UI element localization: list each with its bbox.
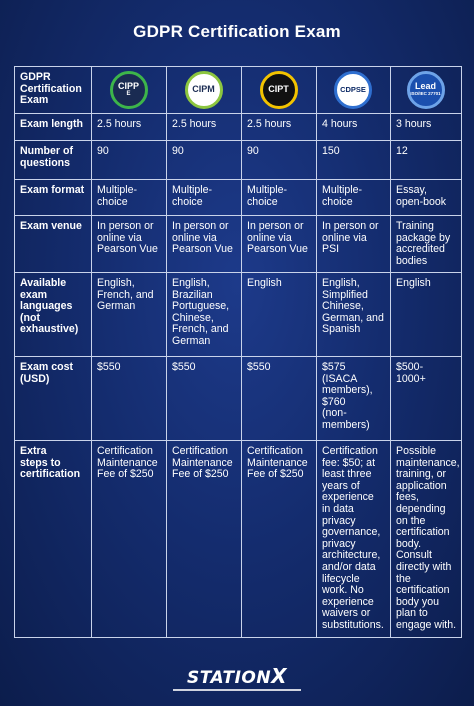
cell-line: $760	[322, 395, 346, 408]
table-cell	[394, 146, 459, 158]
row-header	[18, 119, 89, 131]
cell-line: Exam length	[20, 118, 83, 130]
cell-line: Available	[20, 277, 67, 289]
cell-line: directly with	[396, 560, 452, 573]
cell-line: choice	[322, 195, 353, 208]
row-header	[18, 185, 89, 197]
cell-line: online via	[172, 231, 217, 244]
cell-line: $550	[97, 361, 121, 373]
cell-line: Pearson Vue	[172, 243, 233, 256]
table-column-divider	[14, 66, 15, 638]
cell-line: 90	[172, 145, 184, 157]
cell-line: lifecycle	[322, 572, 360, 585]
cell-line: members)	[322, 418, 370, 431]
table-cell	[95, 119, 164, 131]
cell-line: 90	[97, 145, 109, 157]
table-cell	[320, 221, 388, 256]
table-cell	[320, 185, 388, 208]
cell-line: 2.5 hours	[247, 118, 292, 130]
cell-line: Multiple-	[247, 184, 288, 196]
cell-line: Portuguese,	[172, 300, 230, 313]
table-cell	[245, 278, 314, 290]
cell-line: Certification	[322, 445, 378, 457]
cell-line: fee: $50; at	[322, 456, 376, 469]
cell-line: privacy	[322, 537, 356, 550]
table-cell	[245, 146, 314, 158]
cell-line: 2.5 hours	[172, 118, 217, 130]
cell-line: Multiple-	[97, 184, 138, 196]
cell-line: English,	[322, 277, 360, 289]
badge-label: CIPP	[117, 81, 139, 91]
cell-line: Exam format	[20, 184, 85, 196]
cell-line: online via	[247, 231, 292, 244]
table-cell	[95, 278, 164, 313]
cell-line: training, or	[396, 468, 447, 481]
table-cell	[245, 185, 314, 208]
cell-line: body you	[396, 595, 439, 608]
cell-line: Maintenance	[247, 456, 308, 469]
cdpse-badge-icon	[334, 71, 372, 109]
cell-line: In person or	[322, 220, 379, 232]
table-cell	[394, 362, 459, 385]
cell-line: online via	[97, 231, 142, 244]
row-header	[18, 221, 89, 233]
cell-line: French, and	[97, 288, 154, 301]
cell-line: (non-	[322, 407, 347, 420]
table-cell	[95, 221, 164, 256]
table-cell	[245, 119, 314, 131]
badge-sublabel: ISO/IEC 27701	[410, 91, 441, 96]
cell-line: Exam cost	[20, 361, 73, 373]
cell-line: the	[396, 572, 411, 585]
cell-line: (USD)	[20, 372, 50, 385]
table-cell	[170, 446, 239, 481]
cell-line: waivers or	[322, 607, 371, 620]
row-header	[18, 278, 89, 336]
table-row-divider	[14, 179, 462, 180]
table-row-divider	[14, 113, 462, 114]
cell-line: Number of	[20, 145, 73, 157]
cell-line: choice	[172, 195, 203, 208]
table-row-divider	[14, 637, 462, 638]
table-column-divider	[390, 66, 391, 638]
cell-line: 3 hours	[396, 118, 432, 130]
cell-line: depending	[396, 502, 446, 515]
cell-line: languages	[20, 300, 73, 313]
cell-line: PSI	[322, 243, 340, 256]
cell-line: 4 hours	[322, 118, 358, 130]
cell-line: English	[396, 277, 431, 289]
cell-line: plan to	[396, 607, 428, 620]
cell-line: least three	[322, 468, 372, 481]
table-cell	[320, 362, 388, 432]
cell-line: exhaustive)	[20, 323, 79, 336]
cell-line: certification	[396, 526, 450, 539]
cell-line: German	[172, 334, 211, 347]
row-header	[18, 146, 89, 169]
table-cell	[170, 119, 239, 131]
cell-line: Multiple-	[172, 184, 213, 196]
cell-line: governance,	[322, 526, 381, 539]
table-column-divider	[166, 66, 167, 638]
table-corner-header	[18, 72, 89, 107]
cell-line: Certification	[172, 445, 228, 457]
cell-line: maintenance,	[396, 456, 460, 469]
cell-line: 12	[396, 145, 408, 157]
cell-line: bodies	[396, 254, 428, 267]
cell-line: Certification	[20, 82, 82, 95]
cell-line: experience	[322, 595, 374, 608]
cell-line: French, and	[172, 323, 229, 336]
table-cell	[95, 185, 164, 208]
cell-line: German, and	[322, 311, 384, 324]
table-column-divider	[316, 66, 317, 638]
cell-line: $500-	[396, 361, 424, 373]
logo-accent: X	[271, 664, 288, 688]
table-row-divider	[14, 356, 462, 357]
cell-line: Exam venue	[20, 220, 82, 232]
table-cell	[394, 221, 459, 267]
table-cell	[170, 146, 239, 158]
table-cell	[95, 362, 164, 374]
cell-line: Fee of $250	[97, 468, 154, 481]
cell-line: $550	[247, 361, 271, 373]
cell-line: members),	[322, 384, 373, 397]
table-cell	[95, 446, 164, 481]
table-cell	[245, 221, 314, 256]
cell-line: certification	[20, 468, 81, 481]
cell-line: work. No	[322, 584, 364, 597]
cell-line: online via	[322, 231, 367, 244]
cipt-badge-icon	[260, 71, 298, 109]
table-column-divider	[241, 66, 242, 638]
table-cell	[170, 278, 239, 348]
cell-line: Fee of $250	[247, 468, 304, 481]
row-header	[18, 446, 89, 481]
cell-line: privacy	[322, 514, 356, 527]
badge-label: CDPSE	[340, 85, 366, 94]
table-cell	[320, 146, 388, 158]
table-cell	[170, 185, 239, 208]
cell-line: open-book	[396, 195, 447, 208]
cell-line: Consult	[396, 549, 432, 562]
cell-line: In person or	[97, 220, 154, 232]
cell-line: in data	[322, 502, 354, 515]
cell-line: Pearson Vue	[247, 243, 308, 256]
table-cell	[170, 221, 239, 256]
table-column-divider	[461, 66, 462, 638]
table-cell	[245, 362, 314, 374]
cell-line: In person or	[247, 220, 304, 232]
cell-line: exam	[20, 288, 48, 301]
cell-line: $575	[322, 361, 346, 373]
table-cell	[320, 446, 388, 632]
table-column-divider	[91, 66, 92, 638]
cell-line: 1000+	[396, 372, 426, 385]
cell-line: GDPR	[20, 71, 51, 83]
cell-line: English	[247, 277, 282, 289]
table-cell	[245, 446, 314, 481]
cell-line: English,	[172, 277, 210, 289]
cell-line: Extra	[20, 445, 47, 457]
cell-line: package by	[396, 231, 451, 244]
cell-line: Exam	[20, 94, 49, 107]
stationx-logo	[0, 664, 474, 691]
cell-line: steps to	[20, 456, 61, 469]
cell-line: and/or data	[322, 560, 376, 573]
cell-line: Simplified	[322, 288, 368, 301]
cell-line: application	[396, 479, 447, 492]
badge-label: CIPT	[268, 84, 289, 94]
cell-line: Essay,	[396, 184, 428, 196]
logo-text: STATION	[186, 668, 272, 688]
cell-line: body.	[396, 537, 422, 550]
badge-sublabel: E	[126, 91, 131, 97]
cell-line: Chinese,	[172, 311, 214, 324]
table-cell	[394, 446, 459, 632]
cell-line: Possible	[396, 445, 437, 457]
cell-line: architecture,	[322, 549, 381, 562]
cell-line: Certification	[247, 445, 303, 457]
cell-line: fees,	[396, 491, 419, 504]
cell-line: engage with.	[396, 618, 457, 631]
table-cell	[320, 119, 388, 131]
cell-line: Chinese,	[322, 300, 364, 313]
cell-line: choice	[247, 195, 278, 208]
table-cell	[394, 119, 459, 131]
cell-line: Brazilian	[172, 288, 213, 301]
badge-label: CIPM	[192, 84, 215, 94]
table-cell	[320, 278, 388, 336]
cell-line: 150	[322, 145, 340, 157]
cell-line: In person or	[172, 220, 229, 232]
cell-line: Certification	[97, 445, 153, 457]
cell-line: $550	[172, 361, 196, 373]
cell-line: choice	[97, 195, 128, 208]
cell-line: substitutions.	[322, 618, 384, 631]
badge-label: Lead	[414, 81, 436, 91]
cipm-badge-icon	[185, 71, 223, 109]
table-row-divider	[14, 140, 462, 141]
cell-line: accredited	[396, 243, 445, 256]
cell-line: Training	[396, 220, 434, 232]
cell-line: on the	[396, 514, 426, 527]
cell-line: 2.5 hours	[97, 118, 142, 130]
table-cell	[394, 185, 459, 208]
cell-line: Fee of $250	[172, 468, 229, 481]
cell-line: Maintenance	[172, 456, 233, 469]
cipp-e-badge-icon	[110, 71, 148, 109]
row-header	[18, 362, 89, 385]
table-cell	[95, 146, 164, 158]
table-row-divider	[14, 66, 462, 67]
logo-underline	[173, 689, 301, 691]
cell-line: (not	[20, 311, 40, 324]
cell-line: certification	[396, 584, 450, 597]
cell-line: (ISACA	[322, 372, 358, 385]
cell-line: Pearson Vue	[97, 243, 158, 256]
table-row-divider	[14, 272, 462, 273]
page-title: GDPR Certification Exam	[133, 22, 341, 41]
cell-line: Multiple-	[322, 184, 363, 196]
cell-line: English,	[97, 277, 135, 289]
cell-line: 90	[247, 145, 259, 157]
cell-line: Maintenance	[97, 456, 158, 469]
table-cell	[170, 362, 239, 374]
cell-line: years of	[322, 479, 360, 492]
cell-line: Spanish	[322, 323, 361, 336]
cell-line: experience	[322, 491, 374, 504]
cell-line: German	[97, 300, 136, 313]
table-row-divider	[14, 440, 462, 441]
iso-27701-lead-implementer-badge-icon	[407, 71, 445, 109]
cell-line: questions	[20, 156, 71, 169]
table-row-divider	[14, 215, 462, 216]
table-cell	[394, 278, 459, 290]
